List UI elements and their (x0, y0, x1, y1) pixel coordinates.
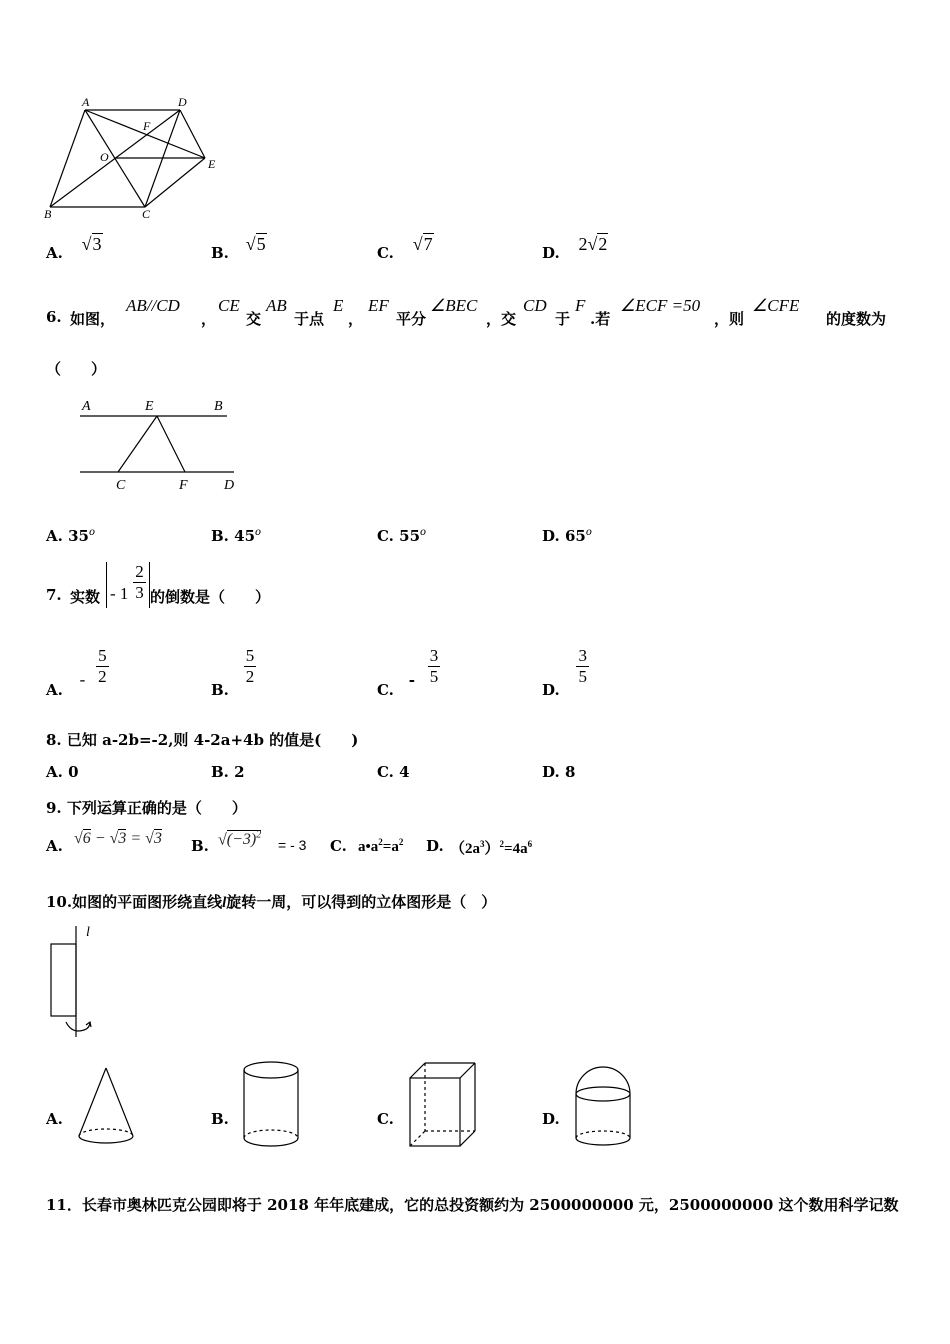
q7-option-b-letter: B. (211, 680, 229, 699)
q6-label-b: B (214, 399, 223, 414)
q9-option-a-expression: √6 − √3 = √3 (74, 830, 162, 847)
q9-option-c-letter: C. (330, 837, 347, 855)
q7-option-a-numerator: 5 (98, 646, 107, 665)
q7-prefix: 实数 (70, 588, 101, 606)
q9-option-a-letter: A. (46, 837, 63, 855)
q9-option-c-base: a•a (358, 839, 379, 855)
q7-option-b (211, 646, 256, 699)
q6-option-a (46, 527, 95, 545)
q6-label-d: D (224, 478, 235, 493)
q11-stem: 11．长春市奥林匹克公园即将于 2018 年年底建成，它的总投资额约为 2500000000 元，2500000000 这个数用科学记数 (46, 1196, 899, 1214)
q5-label-f: F (143, 119, 151, 133)
q10-cuboid-icon (405, 1058, 481, 1152)
q10-dome-cylinder-icon (571, 1064, 637, 1152)
q5-option-d: D. 2√2 (542, 234, 608, 262)
q5-option-a-radicand: 3 (92, 234, 102, 254)
q10-option-d-letter: D. (542, 1110, 560, 1128)
q6-label-e: E (145, 399, 154, 414)
q5-option-d-coef: 2 (578, 234, 588, 254)
q7-option-c-numerator: 3 (429, 646, 439, 665)
q5-option-a-letter: A. (46, 244, 63, 262)
q9-option-d-letter: D. (426, 837, 444, 855)
q9-option-b-exponent: 2 (256, 830, 262, 841)
q5-label-e: E (208, 157, 216, 171)
q6-answer-paren: （ ） (46, 360, 107, 378)
q9-option-d-expression (450, 837, 532, 858)
q10-suffix: 旋转一周，可以得到的立体图形是（ ） (226, 893, 497, 911)
q6-option-d-value: 65 (564, 527, 586, 545)
q6-math-ab-cd: AB//CD (126, 296, 180, 315)
q6-math-f: F (575, 296, 586, 315)
q5-option-c: C. √7 (377, 234, 433, 262)
q8-option-a (46, 763, 79, 781)
q9-option-c-result: =a (382, 839, 399, 855)
q6-text-5: ， (348, 310, 364, 328)
q10-var-l: l (222, 895, 227, 911)
q5-option-a: A. √3 (46, 234, 102, 262)
q8-option-c (377, 763, 410, 781)
q10-cylinder-icon (239, 1058, 305, 1152)
q10-rectangle-axis-figure (44, 922, 104, 1042)
q6-option-c-degree: o (420, 527, 427, 538)
q7-option-d-letter: D. (542, 680, 560, 699)
q5-label-b: B (44, 207, 52, 221)
q9-option-d-exp-3: 6 (527, 839, 533, 849)
q7-option-b-numerator: 5 (245, 646, 255, 665)
q8-option-a-value: 0 (68, 763, 79, 781)
q6-option-c-letter: C. (377, 527, 394, 545)
q7-option-d-numerator: 3 (578, 646, 587, 665)
q6-math-angle-bec: ∠BEC (430, 296, 478, 315)
q9-option-d-exp-2: 2 (499, 839, 505, 849)
q6-text-2: ， (201, 310, 217, 328)
q8-option-a-letter: A. (46, 763, 63, 781)
q8-option-b-letter: B. (211, 763, 229, 781)
q6-option-c (377, 527, 426, 545)
q5-option-c-radicand: 7 (423, 234, 433, 254)
q6-text-6: 平分 (396, 310, 427, 328)
q6-number: 6. (46, 308, 62, 326)
q8-option-b (211, 763, 245, 781)
q6-math-ce: CE (218, 296, 240, 315)
q8-option-d (542, 763, 575, 781)
q7-option-c-sign: - (408, 670, 415, 689)
q7-option-a (46, 646, 109, 699)
q7-absolute-value (106, 562, 150, 608)
q9-option-b-radicand: (−3) (226, 831, 257, 849)
q10-option-b-letter: B. (211, 1110, 229, 1128)
q10-stem (46, 891, 496, 912)
q10-option-c-letter: C. (377, 1110, 394, 1128)
q6-option-b-value: 45 (234, 527, 256, 545)
q8-option-c-value: 4 (399, 763, 410, 781)
q7-option-c (377, 646, 440, 699)
q7-suffix: 的倒数是（ ） (150, 588, 271, 606)
q6-math-ef: EF (368, 296, 389, 315)
q6-option-b-degree: o (255, 527, 262, 538)
q9-option-d-result: =4a (504, 841, 528, 857)
q6-text-8: 于 (555, 310, 571, 328)
q9-option-a-radicand-2: 3 (118, 830, 127, 847)
q6-stem (46, 296, 906, 326)
q6-text-7: ，交 (486, 310, 517, 328)
q8-option-c-letter: C. (377, 763, 394, 781)
q8-option-d-value: 8 (564, 763, 576, 781)
q9-option-d-open: （2a (450, 841, 481, 857)
q6-option-d (542, 527, 592, 545)
q9-stem: 9. 下列运算正确的是（ ） (46, 799, 247, 817)
q5-option-d-letter: D. (542, 244, 560, 262)
q6-option-b (211, 527, 261, 545)
q5-option-c-letter: C. (377, 244, 394, 262)
q6-label-c: C (116, 478, 126, 493)
q9-option-a-minus: − (94, 830, 106, 847)
q9-option-a-radicand-1: 6 (82, 830, 91, 847)
q6-option-b-letter: B. (211, 527, 229, 545)
q9-option-b-letter: B. (191, 837, 209, 855)
q10-line-label: l (86, 925, 90, 940)
q6-math-angle-cfe: ∠CFE (752, 296, 800, 315)
q10-prefix: 如图的平面图形绕直线 (72, 893, 223, 911)
q7-option-b-denominator: 2 (245, 667, 255, 686)
q6-math-e: E (333, 296, 344, 315)
q5-option-b: B. √5 (211, 234, 266, 262)
q7-option-c-denominator: 5 (429, 667, 439, 686)
q7-abs-denominator: 3 (135, 583, 144, 602)
q6-option-a-value: 35 (68, 527, 89, 545)
q9-option-b-result: = - 3 (278, 837, 307, 853)
q7-option-a-denominator: 2 (98, 667, 107, 686)
q6-text-11: 的度数为 (826, 310, 887, 328)
q10-cone-icon (74, 1064, 140, 1150)
q5-label-c: C (142, 207, 151, 221)
q9-option-c-expression (358, 837, 403, 856)
q5-label-o: O (100, 150, 109, 164)
q8-option-d-letter: D. (542, 763, 560, 781)
q8-stem: 8. 已知 a-2b=-2,则 4-2a+4b 的值是( ) (46, 731, 359, 749)
q7-option-d-denominator: 5 (578, 667, 587, 686)
q7-abs-numerator: 2 (135, 562, 144, 581)
q9-option-c-exp-2: 2 (398, 837, 404, 847)
q6-label-a: A (82, 399, 91, 414)
q7-number: 7. (46, 586, 62, 604)
q5-option-b-radicand: 5 (256, 234, 266, 254)
q7-option-a-letter: A. (46, 680, 63, 699)
q6-math-ab: AB (266, 296, 287, 315)
q9-option-a-radicand-3: 3 (153, 830, 162, 847)
q6-option-a-degree: o (88, 527, 96, 538)
q8-option-b-value: 2 (234, 763, 245, 781)
q6-text-10: ，则 (714, 310, 745, 328)
q6-option-d-degree: o (585, 527, 592, 538)
q5-option-d-radicand: 2 (598, 234, 608, 254)
q7-abs-minus-one: - 1 (110, 583, 129, 603)
q5-option-b-letter: B. (211, 244, 229, 262)
q9-option-c-exp-1: 2 (378, 837, 383, 847)
q6-option-c-value: 55 (399, 527, 421, 545)
q5-label-d: D (178, 95, 187, 109)
q9-option-d-close: ） (484, 841, 500, 857)
q7-option-d (542, 646, 589, 699)
q6-math-cd: CD (523, 296, 547, 315)
q10-option-a-letter: A. (46, 1110, 63, 1128)
q6-text-9: .若 (590, 310, 611, 328)
q5-parallelogram-figure (40, 94, 230, 224)
q6-text-4: 于点 (294, 310, 325, 328)
q9-option-a-equals: = (130, 830, 142, 847)
q9-option-b-radical: $√(-3)^2$ (218, 830, 262, 849)
q5-label-a: A (82, 95, 90, 109)
q6-text-1: 如图， (70, 310, 116, 328)
q6-option-a-letter: A. (46, 527, 63, 545)
q6-text-3: 交 (246, 310, 262, 328)
q6-parallel-lines-figure (72, 394, 252, 494)
q7-option-c-letter: C. (377, 680, 394, 699)
q6-label-f: F (179, 478, 188, 493)
q6-option-d-letter: D. (542, 527, 560, 545)
q9-options-row (46, 830, 646, 858)
q10-number: 10. (46, 893, 73, 911)
q6-math-angle-ecf: ∠ECF =50 (620, 296, 701, 315)
q7-option-a-sign: - (79, 669, 86, 689)
q9-option-d-exp-1: 3 (480, 839, 485, 849)
